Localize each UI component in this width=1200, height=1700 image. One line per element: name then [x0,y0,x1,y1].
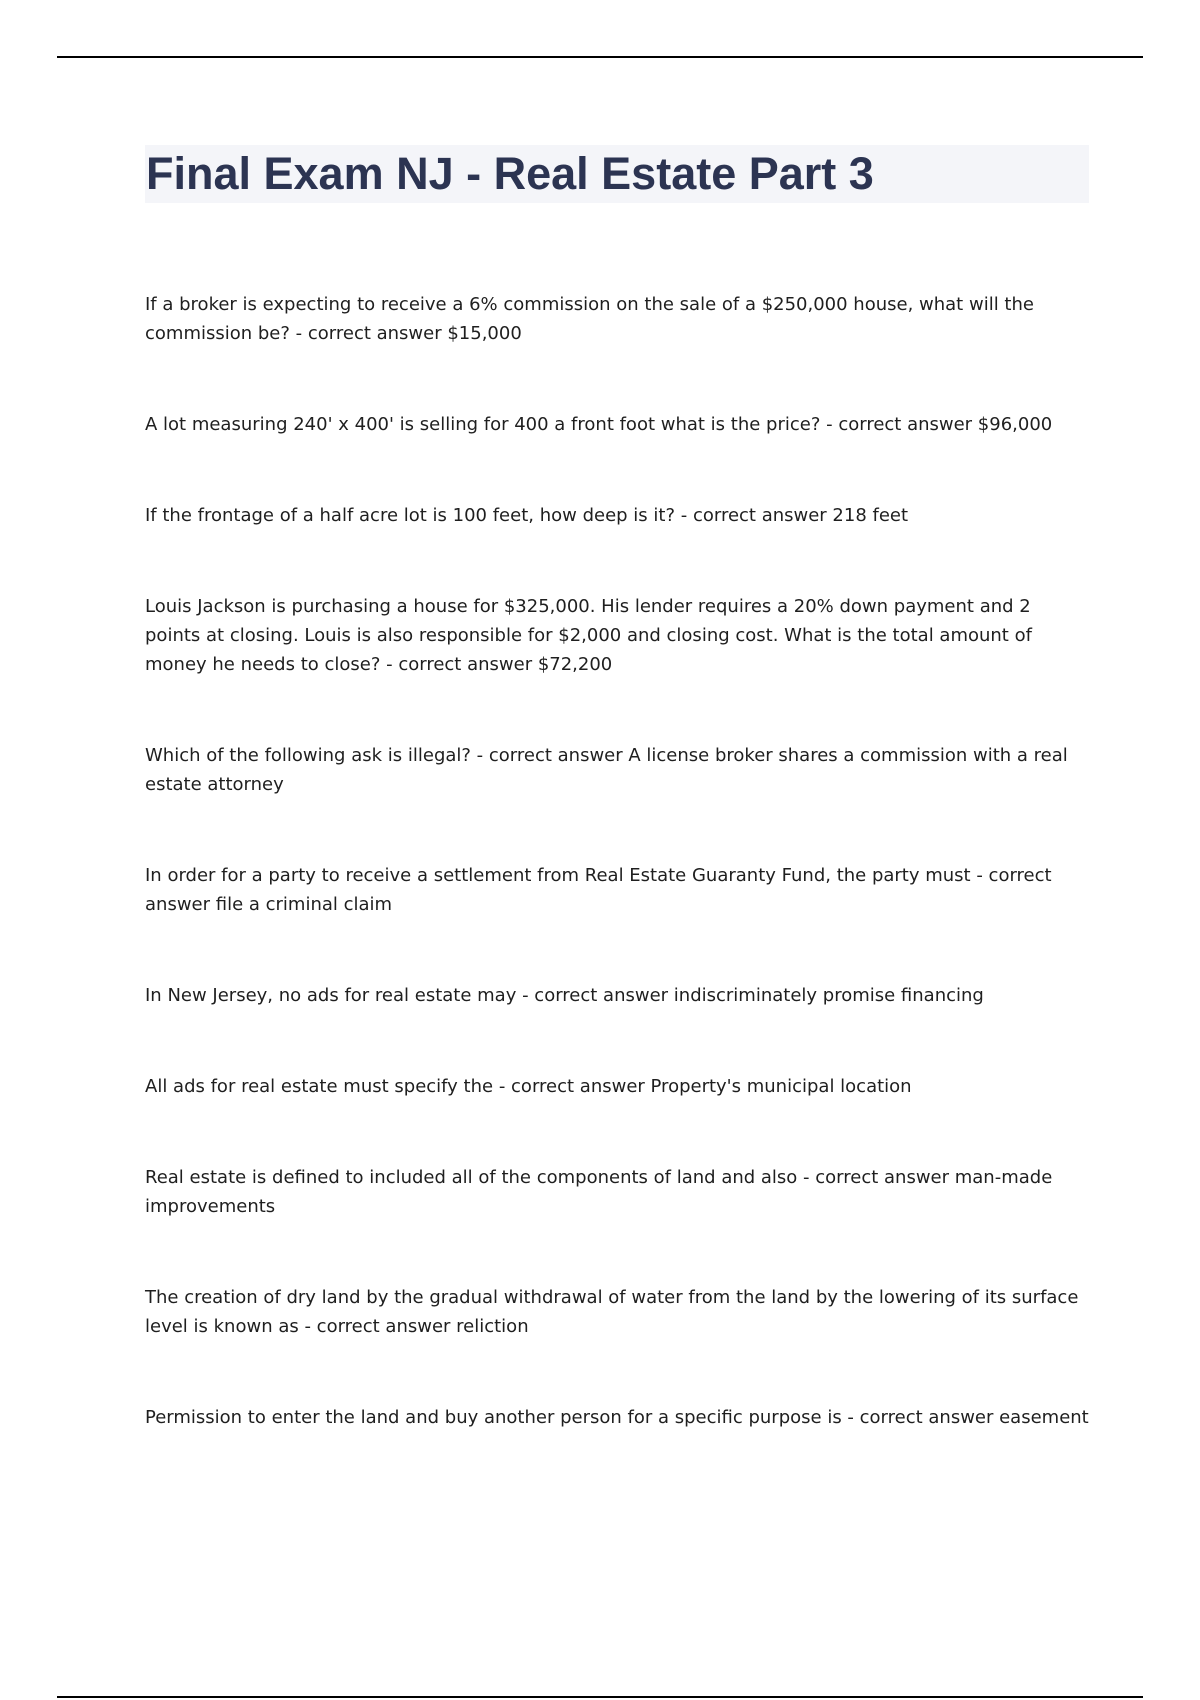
header-rule [57,56,1143,58]
page-title: Final Exam NJ - Real Estate Part 3 [146,148,874,199]
question-answer-item: If a broker is expecting to receive a 6% commission on the sale of a $250,000 house, what will the commission be? - correct answer $15,000 [145,294,1034,344]
question-answer-item: Real estate is defined to included all of the components of land and also - correct answer man-made improvements [145,1167,1053,1217]
question-list [145,290,1090,1432]
footer-rule [57,1696,1143,1698]
question-answer-item: The creation of dry land by the gradual withdrawal of water from the land by the lowering of its surface level is known as - correct answer reliction [145,1287,1079,1337]
question-answer-item: In New Jersey, no ads for real estate may - correct answer indiscriminately promise financing [145,985,984,1006]
question-answer-item: All ads for real estate must specify the - correct answer Property's municipal location [145,1076,912,1097]
question-answer-item: In order for a party to receive a settlement from Real Estate Guaranty Fund, the party must - correct answer file a criminal claim [145,865,1052,915]
question-answer-item: Louis Jackson is purchasing a house for $325,000. His lender requires a 20% down payment and 2 points at closing. Louis is also responsible for $2,000 and closing cost. What is the total amount of money he needs to close? - correct answer $72,200 [145,596,1032,675]
question-answer-item: Which of the following ask is illegal? - correct answer A license broker shares a commission with a real estate attorney [145,745,1068,795]
question-answer-item: Permission to enter the land and buy another person for a specific purpose is - correct answer easement [145,1407,1089,1428]
question-answer-item: If the frontage of a half acre lot is 100 feet, how deep is it? - correct answer 218 feet [145,505,909,526]
question-answer-item: A lot measuring 240' x 400' is selling for 400 a front foot what is the price? - correct answer $96,000 [145,414,1053,435]
